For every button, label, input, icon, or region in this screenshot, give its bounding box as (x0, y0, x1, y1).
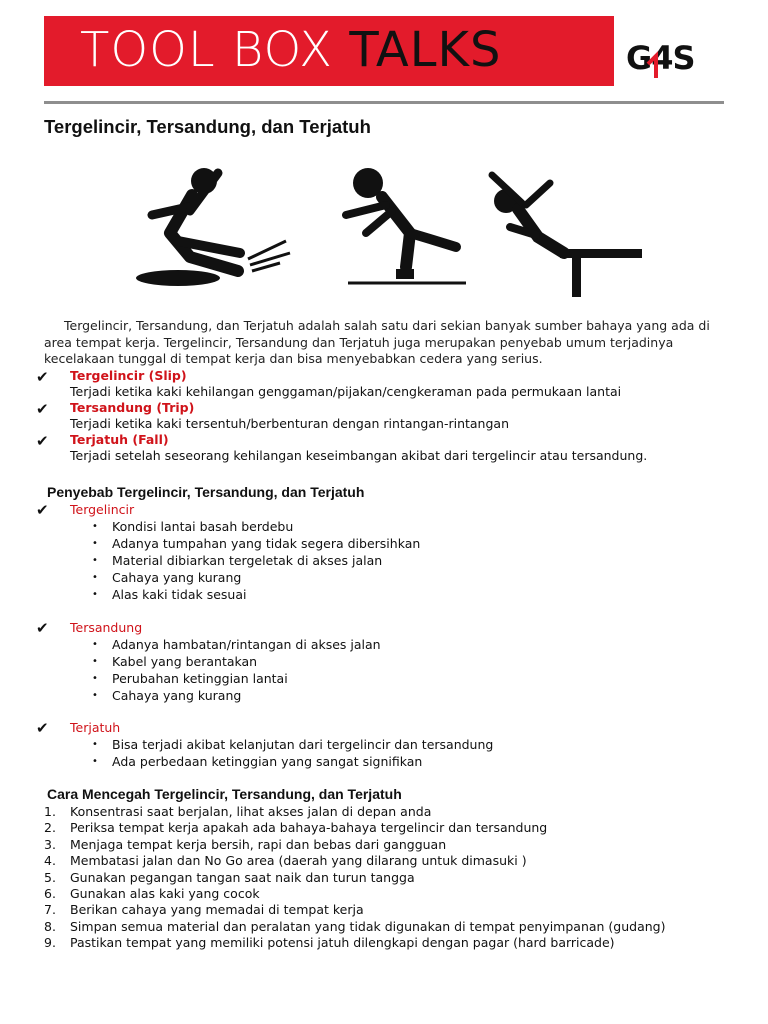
toolbox-talks-banner (44, 16, 614, 86)
list-item: 2. Periksa tempat kerja apakah ada bahaya-bahaya tergelincir dan tersandung (44, 820, 548, 836)
cause-group-terjatuh (36, 719, 726, 770)
cause-group-tersandung (36, 619, 726, 704)
bullet-icon: • (92, 690, 98, 701)
list-item: • Adanya tumpahan yang tidak segera dibersihkan (92, 536, 421, 551)
cause-items-list (36, 518, 726, 603)
definition-item (36, 400, 726, 432)
definition-desc: Terjadi setelah seseorang kehilangan keseimbangan akibat dari tergelincir atau tersandung. (70, 448, 648, 463)
cause-group-title-text: Tergelincir (70, 502, 135, 517)
cause-group-title (36, 619, 726, 636)
cause-group-tergelincir (36, 501, 726, 603)
prevention-heading: Cara Mencegah Tergelincir, Tersandung, dan Terjatuh (47, 786, 402, 802)
list-item: • Ada perbedaan ketinggian yang sangat signifikan (92, 754, 423, 769)
cause-group-title (36, 501, 726, 518)
cause-group-title-text: Terjatuh (70, 720, 121, 735)
list-item: • Alas kaki tidak sesuai (92, 587, 247, 602)
definitions-list (36, 368, 726, 464)
definition-term: Tergelincir (Slip) (70, 368, 187, 383)
bullet-icon: • (92, 756, 98, 767)
checkmark-icon: ✔ (36, 619, 49, 637)
header-divider (44, 101, 724, 104)
fall-pictogram-icon (492, 175, 642, 297)
intro-text: Tergelincir, Tersandung, dan Terjatuh adalah salah satu dari sekian banyak sumber bahaya yang ada di area tempat kerja. Tergelincir, Tersandung dan Terjatuh juga merupakan penyebab umum terjadinya kecelakaan tunggal di tempat kerja dan bisa menyebabkan cedera yang serius. (44, 318, 710, 366)
definition-term: Terjatuh (Fall) (70, 432, 169, 447)
cause-group-title-text: Tersandung (70, 620, 143, 635)
list-item: 9. Pastikan tempat yang memiliki potensi jatuh dilengkapi dengan pagar (hard barricade) (44, 935, 615, 951)
checkmark-icon: ✔ (36, 719, 49, 737)
causes-heading: Penyebab Tergelincir, Tersandung, dan Terjatuh (47, 484, 365, 500)
list-item: • Adanya hambatan/rintangan di akses jalan (92, 637, 381, 652)
bullet-icon: • (92, 538, 98, 549)
prevention-steps (44, 804, 726, 952)
list-item: • Material dibiarkan tergeletak di akses jalan (92, 553, 383, 568)
list-item: 3. Menjaga tempat kerja bersih, rapi dan bebas dari gangguan (44, 836, 447, 852)
bullet-icon: • (92, 656, 98, 667)
list-item: 1. Konsentrasi saat berjalan, lihat akses jalan di depan anda (44, 804, 432, 819)
intro-paragraph (44, 318, 726, 368)
definition-item (36, 432, 726, 464)
definition-desc: Terjadi ketika kaki kehilangan genggaman/pijakan/cengkeraman pada permukaan lantai (70, 384, 622, 399)
list-item: 6. Gunakan alas kaki yang cocok (44, 886, 260, 902)
trip-pictogram-icon (346, 168, 466, 283)
g4s-logo-accent (626, 34, 716, 82)
bullet-icon: • (92, 673, 98, 684)
checkmark-icon: ✔ (36, 432, 49, 450)
list-item: • Bisa terjadi akibat kelanjutan dari tergelincir dan tersandung (92, 737, 494, 752)
g4s-logo-text: G4S (626, 39, 695, 77)
banner-title-word2: TALKS (349, 22, 502, 78)
definition-desc: Terjadi ketika kaki tersentuh/berbenturan dengan rintangan-rintangan (70, 416, 509, 431)
banner-title (80, 22, 501, 78)
checkmark-icon: ✔ (36, 501, 49, 519)
list-item: 5. Gunakan pegangan tangan saat naik dan turun tangga (44, 869, 415, 885)
cause-items-list (36, 636, 726, 704)
definition-item (36, 368, 726, 400)
page-title: Tergelincir, Tersandung, dan Terjatuh (44, 116, 371, 137)
hazard-pictograms (130, 155, 650, 305)
bullet-icon: • (92, 589, 98, 600)
list-item: 7. Berikan cahaya yang memadai di tempat kerja (44, 902, 364, 918)
g4s-logo (626, 34, 716, 82)
slip-pictogram-icon (136, 168, 290, 286)
checkmark-icon: ✔ (36, 368, 49, 386)
cause-items-list (36, 736, 726, 770)
checkmark-icon: ✔ (36, 400, 49, 418)
list-item: 8. Simpan semua material dan peralatan yang tidak digunakan di tempat penyimpanan (gudang) (44, 918, 666, 934)
banner-title-word1: TOOL BOX (80, 22, 334, 78)
bullet-icon: • (92, 555, 98, 566)
bullet-icon: • (92, 639, 98, 650)
bullet-icon: • (92, 739, 98, 750)
definition-term: Tersandung (Trip) (70, 400, 195, 415)
list-item: • Cahaya yang kurang (92, 570, 242, 585)
cause-group-title (36, 719, 726, 736)
list-item: 4. Membatasi jalan dan No Go area (daerah yang dilarang untuk dimasuki ) (44, 853, 527, 869)
list-item: • Kondisi lantai basah berdebu (92, 519, 294, 534)
bullet-icon: • (92, 572, 98, 583)
list-item: • Cahaya yang kurang (92, 688, 242, 703)
bullet-icon: • (92, 521, 98, 532)
list-item: • Perubahan ketinggian lantai (92, 671, 288, 686)
list-item: • Kabel yang berantakan (92, 654, 258, 669)
